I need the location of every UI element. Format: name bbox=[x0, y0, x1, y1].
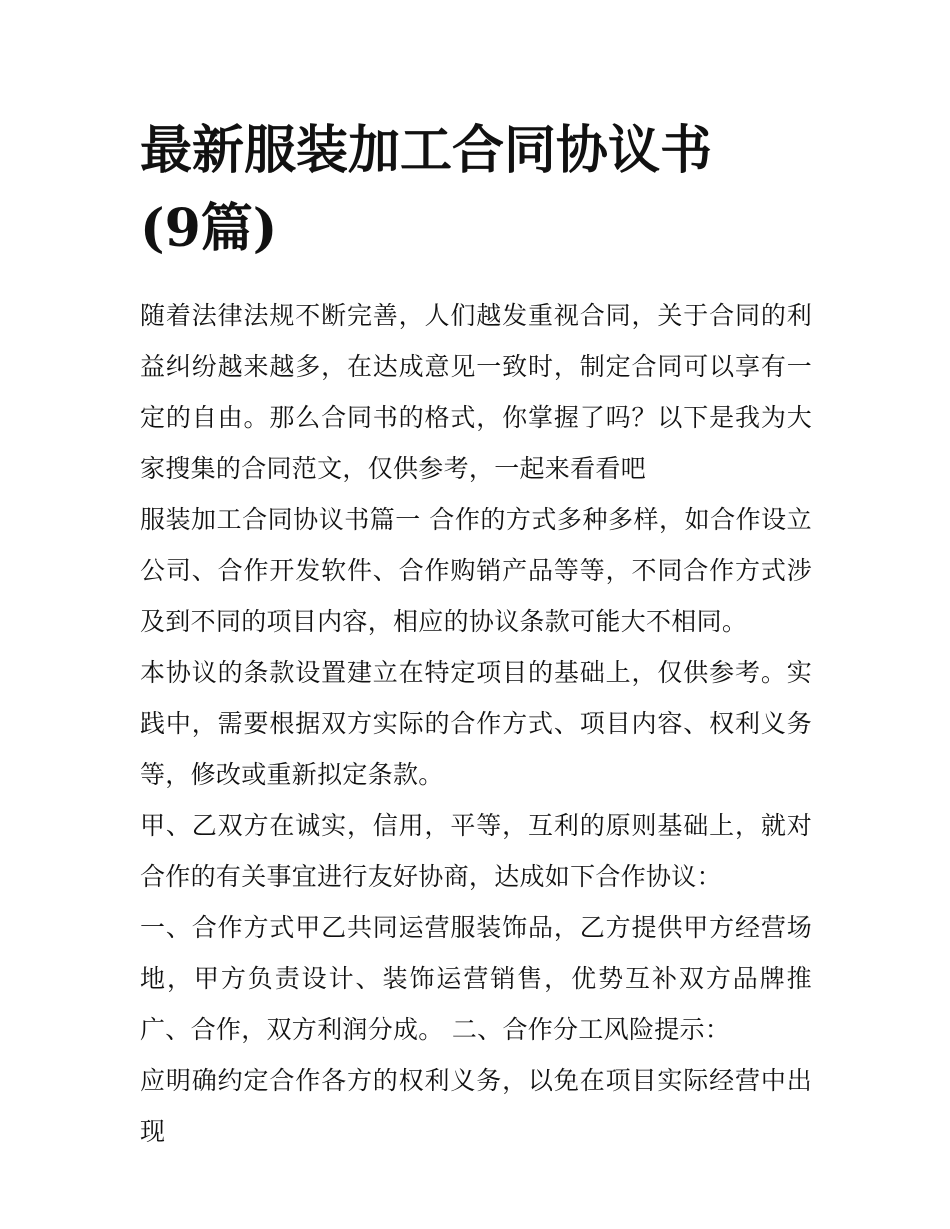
paragraph-section-one: 服装加工合同协议书篇一 合作的方式多种多样，如合作设立公司、合作开发软件、合作购销产品等等，不同合作方式涉及到不同的项目内容，相应的协议条款可能大不相同。 bbox=[140, 505, 812, 636]
paragraph-intro: 随着法律法规不断完善，人们越发重视合同，关于合同的利益纠纷越来越多，在达成意见一致时，制定合同可以享有一定的自由。那么合同书的格式，你掌握了吗？以下是我为大家搜集的合同范文，仅供参考，一起来看看吧 bbox=[140, 301, 812, 483]
document-title: 最新服装加工合同协议书(9篇) bbox=[140, 120, 713, 259]
paragraph-terms-note: 本协议的条款设置建立在特定项目的基础上，仅供参考。实践中，需要根据双方实际的合作方式、项目内容、权利义务等，修改或重新拟定条款。 bbox=[140, 658, 812, 789]
document-page bbox=[140, 112, 812, 1157]
paragraph-principles: 甲、乙双方在诚实，信用，平等，互利的原则基础上，就对合作的有关事宜进行友好协商，达成如下合作协议： bbox=[140, 811, 812, 891]
paragraph-cooperation-method: 一、合作方式甲乙共同运营服装饰品，乙方提供甲方经营场地，甲方负责设计、装饰运营销售，优势互补双方品牌推广、合作，双方利润分成。 二、合作分工风险提示： bbox=[140, 913, 812, 1044]
paragraph-rights-obligations: 应明确约定合作各方的权利义务，以免在项目实际经营中出现 bbox=[140, 1066, 812, 1146]
